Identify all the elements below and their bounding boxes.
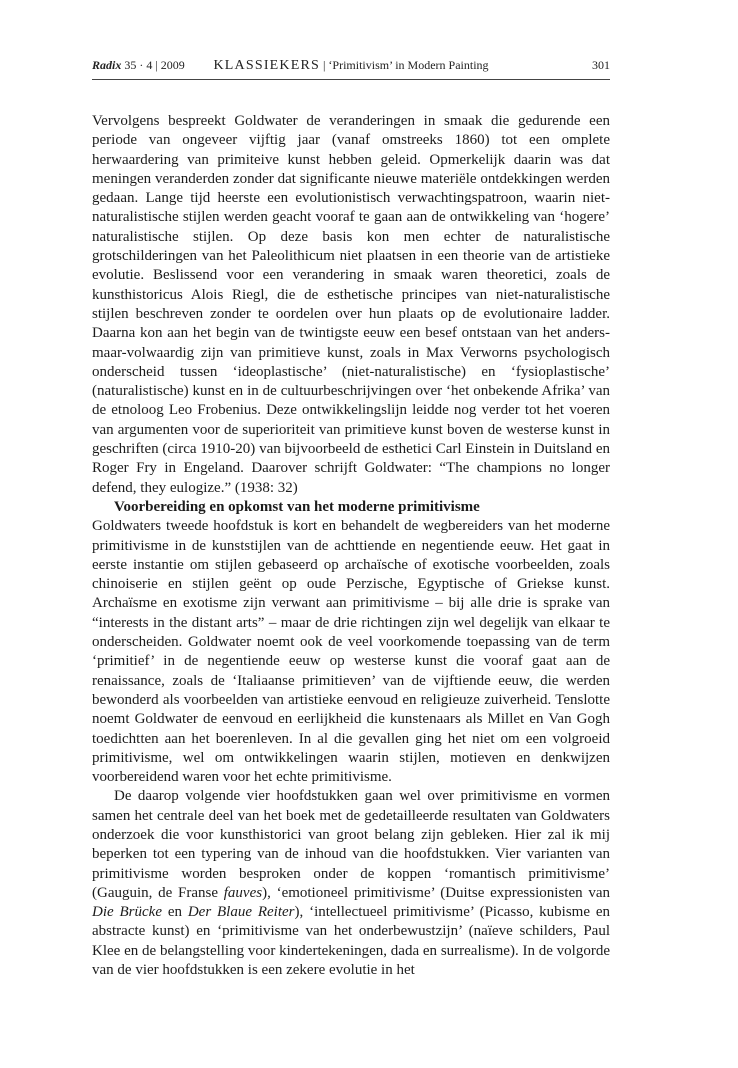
term-die-brucke: Die Brücke xyxy=(92,904,162,921)
section-heading: Voorbereiding en opkomst van het moderne primitivisme xyxy=(114,498,480,515)
paragraph-3 xyxy=(92,787,610,980)
paragraph-3-part-4: ), ‘intellectueel primitivisme’ (Picasso, kubisme en abstracte kunst) en ‘primitivisme van het onderbewustzijn’ (naïeve schilders, Paul Klee en de belangstelling voor kindertekeningen, dada en surrealisme). In de volgorde van de vier hoofdstukken is een zekere evolutie in het xyxy=(92,904,610,979)
article-title: ‘Primitivism’ in Modern Painting xyxy=(328,58,489,72)
paragraph-3-part-3: en xyxy=(161,904,188,921)
issue-info: 35 · 4 | 2009 xyxy=(124,58,185,72)
running-head-separator: | xyxy=(323,58,326,72)
paragraph-3-part-2: ), ‘emotioneel primitivisme’ (Duitse expressionisten van xyxy=(262,884,610,901)
article-body xyxy=(92,112,610,980)
page-number: 301 xyxy=(592,58,610,72)
running-head-center xyxy=(92,58,610,74)
paragraph-1: Vervolgens bespreekt Goldwater de veranderingen in smaak die gedurende een periode van ongeveer vijftig jaar (vanaf omstreeks 1860) tot een omplete herwaardering van primiteive kunst hebben geleid. Opmerkelijk daarin was dat meningen veranderden zonder dat significante nieuwe materiële ontdekkingen werden gedaan. Lange tijd heerste een evolutionistisch verwachtingspatroon, waarin niet-naturalistische stijlen werden geacht vooraf te gaan aan de ontwikkeling van ‘hogere’ naturalistische stijlen. Op deze basis kon men echter de naturalistische grotschilderingen van het Paleolithicum niet plaatsen in een theorie van de artistieke evolutie. Beslissend voor een verandering in smaak waren theoretici, zoals de kunsthistoricus Alois Riegl, die de esthetische principes van niet-naturalistische stijlen beschreven zonder te oordelen over hun plaats op de evolutionaire ladder. Daarna kon aan het begin van de twintigste eeuw een besef ontstaan van het anders-maar-volwaardig zijn van primitieve kunst, zoals in Max Verworns psychologisch onderscheid tussen ‘ideoplastische’ (niet-naturalistische) en ‘fysioplastische’ (naturalistische) kunst en in de cultuurbeschrijvingen over ‘het onbekende Afrika’ van de etnoloog Leo Frobenius. Deze ontwikkelingslijn leidde nog verder tot het voeren van argumenten voor de superioriteit van primitieve kunst boven de westerse kunst in geschriften (circa 1910-20) van bijvoorbeeld de esthetici Carl Einstein in Duitsland en Roger Fry in Engeland. Daarover schrijft Goldwater: “The champions no longer defend, they eulogize.” (1938: 32) xyxy=(92,113,610,496)
term-der-blaue-reiter: Der Blaue Reiter xyxy=(187,904,295,921)
journal-name: Radix xyxy=(92,58,122,72)
header-rule xyxy=(92,79,610,80)
running-head xyxy=(92,58,610,76)
term-fauves: fauves xyxy=(223,884,263,901)
section-title: KLASSIEKERS xyxy=(213,58,321,73)
paragraph-2: Goldwaters tweede hoofdstuk is kort en behandelt de wegbereiders van het moderne primitivisme in de kunststijlen van de achttiende en negentiende eeuw. Het gaat in eerste instantie om stijlen gebaseerd op archaïsche of exotische voorbeelden, zoals chinoiserie en stijlen geënt op oude Perzische, Egyptische of Griekse kunst. Archaïsme en exotisme zijn verwant aan primitivisme – bij alle drie is sprake van “interests in the distant arts” – maar de drie richtingen zijn wel degelijk van elkaar te onderscheiden. Goldwater noemt ook de veel voorkomende toepassing van de term ‘primitief’ in de negentiende eeuw op westerse kunst die vooraf gaat aan de renaissance, zoals de ‘Italiaanse primitieven’ van de vijftiende eeuw, die werden bewonderd als voorbeelden van artistieke eenvoud en religieuze zuiverheid. Tenslotte noemt Goldwater de eenvoud en eerlijkheid die kunstenaars als Millet en Van Gogh toedichtten aan het boerenleven. In al die gevallen ging het niet om een volgroeid primitivisme, wel om ontwikkelingen waarin stijlen, motieven en denkwijzen voorbereidend waren voor het echte primitivisme. xyxy=(92,518,610,786)
paragraph-3-part-1: De daarop volgende vier hoofdstukken gaan wel over primitivisme en vormen samen het centrale deel van het boek met de gedetailleerde resultaten van Goldwaters onderzoek die voor kunsthistorici van groot belang zijn gebleken. Hier zal ik mij beperken tot een typering van de inhoud van die hoofdstukken. Vier varianten van primitivisme worden besproken onder de koppen ‘romantisch primitivisme’ (Gauguin, de Franse xyxy=(92,788,610,901)
